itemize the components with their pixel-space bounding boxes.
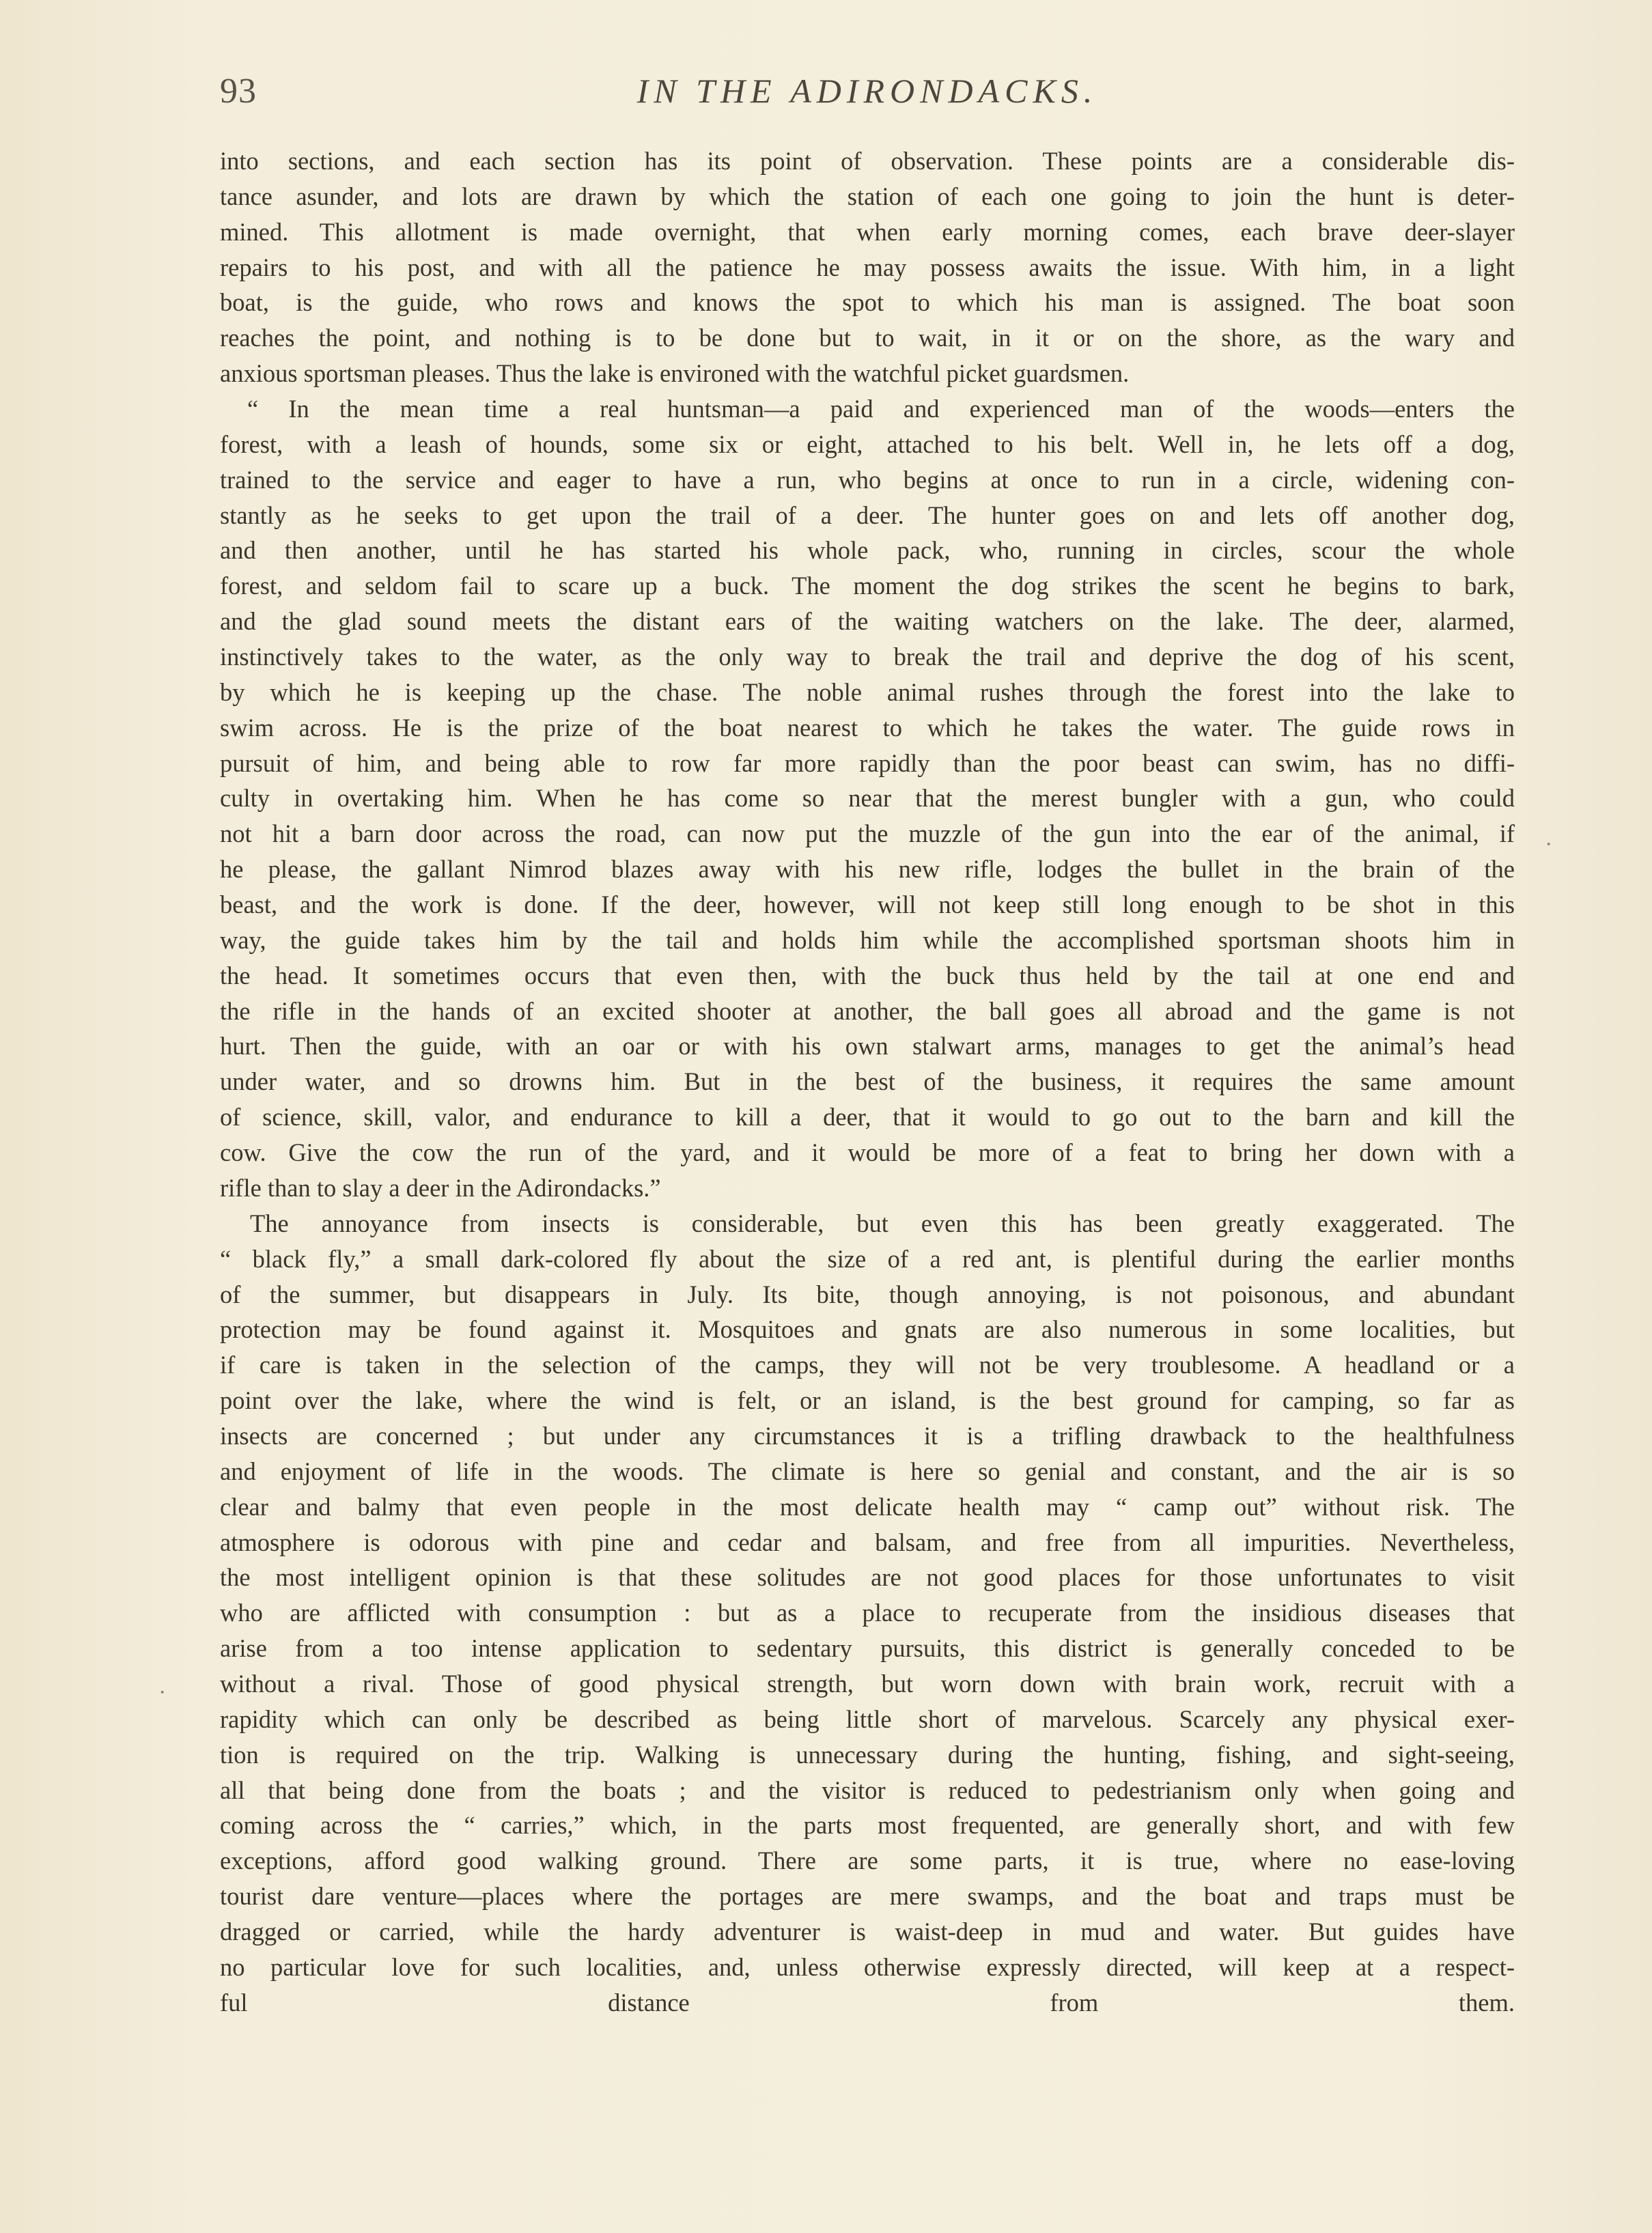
text-line: tion is required on the trip. Walking is unnecessary during the hunting, fishing, and sight-seeing, xyxy=(220,1740,1515,1769)
text-line: under water, and so drowns him. But in the best of the business, it requires the same amount xyxy=(220,1067,1515,1096)
text-line: beast, and the work is done. If the deer, however, will not keep still long enough to be shot in this xyxy=(220,890,1515,919)
text-line xyxy=(220,2021,1515,2056)
text-line: if care is taken in the selection of the camps, they will not be very troublesome. A headland or a xyxy=(220,1351,1515,1379)
text-line: mined. This allotment is made overnight, that when early morning comes, each brave deer-slayer xyxy=(220,217,1515,246)
text-line: he please, the gallant Nimrod blazes away with his new rifle, lodges the bullet in the brain of the xyxy=(220,855,1515,884)
margin-speck: · xyxy=(158,1680,167,1705)
text-line: way, the guide takes him by the tail and holds him while the accomplished sportsman shoots him in xyxy=(220,925,1515,954)
text-line: and enjoyment of life in the woods. The climate is here so genial and constant, and the air is so xyxy=(220,1457,1515,1485)
text-line: insects are concerned ; but under any circumstances it is a trifling drawback to the healthfulness xyxy=(220,1421,1515,1450)
body-text xyxy=(220,143,1515,2055)
text-line: trained to the service and eager to have a run, who begins at once to run in a circle, widening con- xyxy=(220,465,1515,494)
text-line: and then another, until he has started his whole pack, who, running in circles, scour the whole xyxy=(220,536,1515,565)
text-line: cow. Give the cow the run of the yard, and it would be more of a feat to bring her down with a xyxy=(220,1138,1515,1167)
text-line: coming across the “ carries,” which, in the parts most frequented, are generally short, and with few xyxy=(220,1811,1515,1840)
text-line: the rifle in the hands of an excited shooter at another, the ball goes all abroad and the game is not xyxy=(220,996,1515,1025)
text-line: of science, skill, valor, and endurance to kill a deer, that it would to go out to the barn and kill the xyxy=(220,1103,1515,1132)
text-line: reaches the point, and nothing is to be done but to wait, in it or on the shore, as the wary and xyxy=(220,324,1515,352)
text-line: anxious sportsman pleases. Thus the lake is environed with the watchful picket guardsmen. xyxy=(220,359,1130,388)
text-line: hurt. Then the guide, with an oar or with his own stalwart arms, manages to get the animal’s head xyxy=(220,1032,1515,1061)
page-number: 93 xyxy=(220,72,257,111)
text-line: culty in overtaking him. When he has come so near that the merest bungler with a gun, who could xyxy=(220,784,1515,813)
text-line: tance asunder, and lots are drawn by which the station of each one going to join the hunt is deter- xyxy=(220,182,1515,210)
text-line: boat, is the guide, who rows and knows the spot to which his man is assigned. The boat soon xyxy=(220,288,1515,317)
text-line: no particular love for such localities, and, unless otherwise expressly directed, will keep at a respect- xyxy=(220,1952,1515,1981)
text-line: forest, with a leash of hounds, some six or eight, attached to his belt. Well in, he lets off a dog, xyxy=(220,430,1515,458)
text-line: The annoyance from insects is considerable, but even this has been greatly exaggerated. The xyxy=(250,1209,1515,1237)
text-line: rifle than to slay a deer in the Adirondacks.” xyxy=(220,1173,661,1202)
text-line: tourist dare venture—places where the portages are mere swamps, and the boat and traps must be xyxy=(220,1882,1515,1911)
running-head xyxy=(220,71,1515,122)
text-line: and the glad sound meets the distant ears of the waiting watchers on the lake. The deer, alarmed, xyxy=(220,607,1515,636)
text-line: “ black fly,” a small dark-colored fly about the size of a red ant, is plentiful during the earlier months xyxy=(220,1244,1515,1273)
text-line: by which he is keeping up the chase. The noble animal rushes through the forest into the lake to xyxy=(220,677,1515,706)
text-line: arise from a too intense application to sedentary pursuits, this district is generally conceded to be xyxy=(220,1634,1515,1663)
text-line: swim across. He is the prize of the boat nearest to which he takes the water. The guide rows in xyxy=(220,713,1515,742)
text-line: protection may be found against it. Mosquitoes and gnats are also numerous in some localities, but xyxy=(220,1315,1515,1344)
text-line: all that being done from the boats ; and the visitor is reduced to pedestrianism only when going and xyxy=(220,1775,1515,1804)
text-line: not hit a barn door across the road, can now put the muzzle of the gun into the ear of the animal, if xyxy=(220,819,1515,848)
text-line: dragged or carried, while the hardy adventurer is waist-deep in mud and water. But guides have xyxy=(220,1917,1515,1946)
text-line: forest, and seldom fail to scare up a buck. The moment the dog strikes the scent he begins to bark, xyxy=(220,572,1515,600)
text-line: ful distance from them. xyxy=(220,1988,1515,2017)
text-line: point over the lake, where the wind is felt, or an island, is the best ground for camping, so far as xyxy=(220,1386,1515,1415)
margin-speck: · xyxy=(1545,832,1553,857)
text-line: rapidity which can only be described as being little short of marvelous. Scarcely any physical exer- xyxy=(220,1704,1515,1733)
text-line: of the summer, but disappears in July. Its bite, though annoying, is not poisonous, and abundant xyxy=(220,1280,1515,1308)
text-line: without a rival. Those of good physical strength, but worn down with brain work, recruit with a xyxy=(220,1669,1515,1698)
text-line: stantly as he seeks to get upon the trail of a deer. The hunter goes on and lets off another dog, xyxy=(220,501,1515,529)
text-line: into sections, and each section has its point of observation. These points are a considerable dis- xyxy=(220,147,1515,175)
running-title: IN THE ADIRONDACKS. xyxy=(636,72,1098,110)
text-line: who are afflicted with consumption : but as a place to recuperate from the insidious diseases that xyxy=(220,1599,1515,1627)
text-line: pursuit of him, and being able to row far more rapidly than the poor beast can swim, has no diffi- xyxy=(220,748,1515,777)
text-line: “ In the mean time a real huntsman—a paid and experienced man of the woods—enters the xyxy=(247,395,1515,423)
text-line: atmosphere is odorous with pine and cedar and balsam, and free from all impurities. Nevertheless, xyxy=(220,1528,1515,1556)
text-line: the head. It sometimes occurs that even then, with the buck thus held by the tail at one end and xyxy=(220,961,1515,989)
text-line: repairs to his post, and with all the patience he may possess awaits the issue. With him, in a light xyxy=(220,253,1515,281)
text-line: instinctively takes to the water, as the only way to break the trail and deprive the dog of his scent, xyxy=(220,643,1515,671)
text-line: clear and balmy that even people in the most delicate health may “ camp out” without risk. The xyxy=(220,1492,1515,1521)
text-line: exceptions, afford good walking ground. There are some parts, it is true, where no ease-loving xyxy=(220,1846,1515,1875)
text-line: the most intelligent opinion is that these solitudes are not good places for those unfortunates to visit xyxy=(220,1563,1515,1592)
